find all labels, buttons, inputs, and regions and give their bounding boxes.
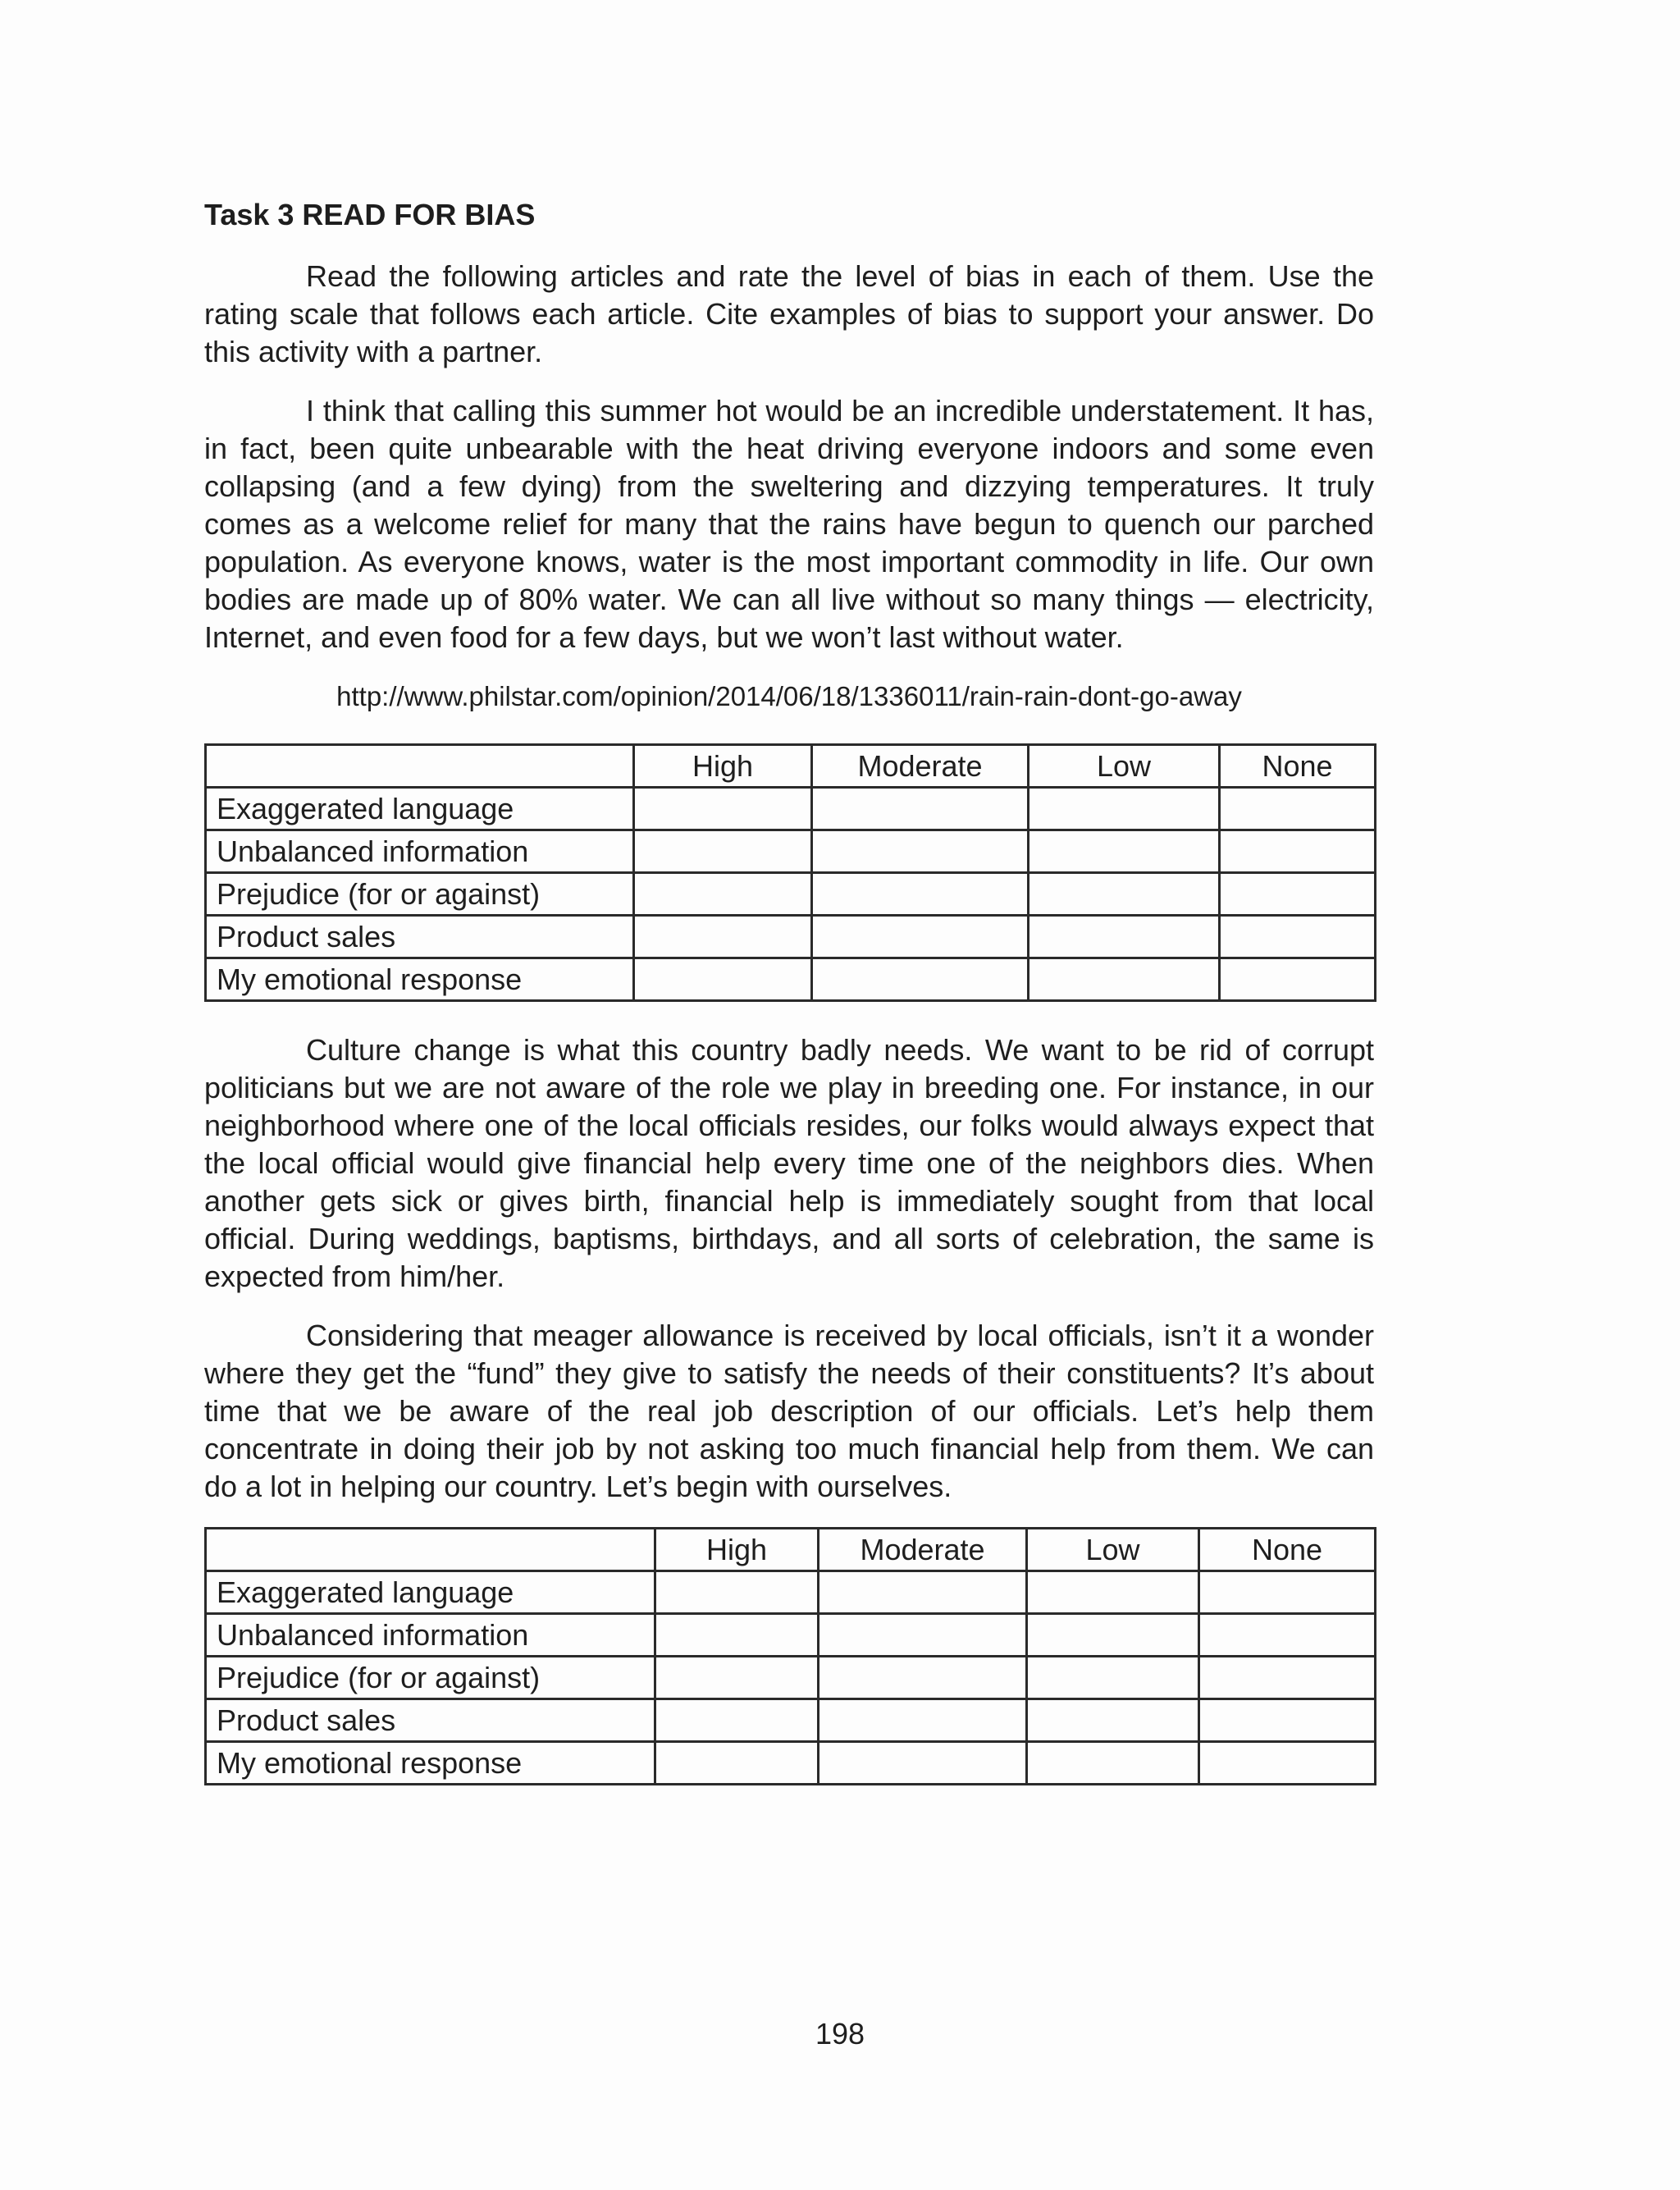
table-row — [206, 1571, 1376, 1614]
rating-cell-low[interactable] — [1027, 1742, 1199, 1785]
header-none: None — [1199, 1529, 1376, 1571]
header-high: High — [655, 1529, 819, 1571]
rating-cell-none[interactable] — [1220, 788, 1376, 830]
rating-cell-low[interactable] — [1029, 873, 1220, 916]
rating-cell-low[interactable] — [1029, 958, 1220, 1001]
table-row — [206, 1699, 1376, 1742]
rating-cell-moderate[interactable] — [812, 958, 1029, 1001]
row-label: Unbalanced information — [206, 830, 634, 873]
table-row — [206, 873, 1376, 916]
rating-cell-high[interactable] — [655, 1571, 819, 1614]
header-low: Low — [1027, 1529, 1199, 1571]
table-row — [206, 916, 1376, 958]
rating-cell-moderate[interactable] — [819, 1657, 1027, 1699]
rating-cell-high[interactable] — [655, 1742, 819, 1785]
page-number: 198 — [815, 2017, 865, 2051]
table-row — [206, 958, 1376, 1001]
row-label: Prejudice (for or against) — [206, 873, 634, 916]
table-row — [206, 1614, 1376, 1657]
header-high: High — [634, 745, 812, 788]
rating-cell-none[interactable] — [1220, 916, 1376, 958]
article-1-text: I think that calling this summer hot would be an incredible understatement. It has, in fact, been quite unbearable with the heat driving everyone indoors and some even collapsing (and a few dying) from the sweltering and dizzying temperatures. It truly comes as a welcome relief for many that the rains have begun to quench our parched population. As everyone knows, water is the most important commodity in life. Our own bodies are made up of 80% water. We can all live without so many things — electricity, Internet, and even food for a few days, but we won’t last without water. — [204, 394, 1374, 654]
bias-rating-table-2 — [204, 1527, 1376, 1785]
table-row — [206, 788, 1376, 830]
rating-cell-high[interactable] — [634, 788, 812, 830]
rating-cell-none[interactable] — [1199, 1742, 1376, 1785]
row-label: Exaggerated language — [206, 1571, 655, 1614]
article-1-source-url: http://www.philstar.com/opinion/2014/06/18/1336011/rain-rain-dont-go-away — [336, 681, 1242, 711]
rating-cell-low[interactable] — [1029, 916, 1220, 958]
rating-cell-moderate[interactable] — [819, 1699, 1027, 1742]
header-moderate: Moderate — [812, 745, 1029, 788]
instructions-paragraph: Read the following articles and rate the level of bias in each of them. Use the rating scale that follows each article. Cite examples of bias to support your answer. Do this activity with a partner. — [204, 259, 1374, 368]
bias-rating-table-1 — [204, 743, 1376, 1002]
header-none: None — [1220, 745, 1376, 788]
article-2-paragraph-2: Considering that meager allowance is received by local officials, isn’t it a wonder where they get the “fund” they give to satisfy the needs of their constituents? It’s about time that we be aware of the real job description of our officials. Let’s help them concentrate in doing their job by not asking too much financial help from them. We can do a lot in helping our country. Let’s begin with ourselves. — [204, 1319, 1374, 1503]
table-row — [206, 1742, 1376, 1785]
rating-cell-moderate[interactable] — [812, 916, 1029, 958]
rating-cell-moderate[interactable] — [819, 1614, 1027, 1657]
rating-cell-moderate[interactable] — [819, 1742, 1027, 1785]
rating-cell-low[interactable] — [1029, 788, 1220, 830]
rating-cell-moderate[interactable] — [812, 788, 1029, 830]
row-label: Product sales — [206, 1699, 655, 1742]
task-title: Task 3 READ FOR BIAS — [204, 198, 536, 231]
rating-cell-moderate[interactable] — [812, 873, 1029, 916]
rating-cell-none[interactable] — [1220, 873, 1376, 916]
rating-cell-moderate[interactable] — [819, 1571, 1027, 1614]
rating-cell-low[interactable] — [1027, 1699, 1199, 1742]
rating-cell-high[interactable] — [655, 1699, 819, 1742]
article-2-paragraph-1: Culture change is what this country badly needs. We want to be rid of corrupt politicians but we are not aware of the role we play in breeding one. For instance, in our neighborhood where one of the local officials resides, our folks would always expect that the local official would give financial help every time one of the neighbors dies. When another gets sick or gives birth, financial help is immediately sought from that local official. During weddings, baptisms, birthdays, and all sorts of celebration, the same is expected from him/her. — [204, 1033, 1374, 1293]
rating-cell-high[interactable] — [634, 830, 812, 873]
rating-cell-none[interactable] — [1220, 958, 1376, 1001]
table-row — [206, 1657, 1376, 1699]
rating-cell-low[interactable] — [1027, 1614, 1199, 1657]
row-label: Unbalanced information — [206, 1614, 655, 1657]
header-moderate: Moderate — [819, 1529, 1027, 1571]
row-label: My emotional response — [206, 1742, 655, 1785]
header-blank — [206, 1529, 655, 1571]
rating-cell-low[interactable] — [1029, 830, 1220, 873]
table-header-row — [206, 745, 1376, 788]
rating-cell-none[interactable] — [1199, 1699, 1376, 1742]
row-label: Product sales — [206, 916, 634, 958]
rating-cell-high[interactable] — [655, 1614, 819, 1657]
header-blank — [206, 745, 634, 788]
row-label: My emotional response — [206, 958, 634, 1001]
row-label: Exaggerated language — [206, 788, 634, 830]
rating-cell-none[interactable] — [1199, 1614, 1376, 1657]
table-row — [206, 830, 1376, 873]
row-label: Prejudice (for or against) — [206, 1657, 655, 1699]
rating-cell-high[interactable] — [634, 873, 812, 916]
table-header-row — [206, 1529, 1376, 1571]
rating-cell-high[interactable] — [634, 958, 812, 1001]
document-page — [204, 194, 1374, 1785]
rating-cell-none[interactable] — [1199, 1657, 1376, 1699]
header-low: Low — [1029, 745, 1220, 788]
rating-cell-low[interactable] — [1027, 1657, 1199, 1699]
rating-cell-none[interactable] — [1199, 1571, 1376, 1614]
rating-cell-low[interactable] — [1027, 1571, 1199, 1614]
rating-cell-high[interactable] — [634, 916, 812, 958]
rating-cell-none[interactable] — [1220, 830, 1376, 873]
rating-cell-high[interactable] — [655, 1657, 819, 1699]
rating-cell-moderate[interactable] — [812, 830, 1029, 873]
